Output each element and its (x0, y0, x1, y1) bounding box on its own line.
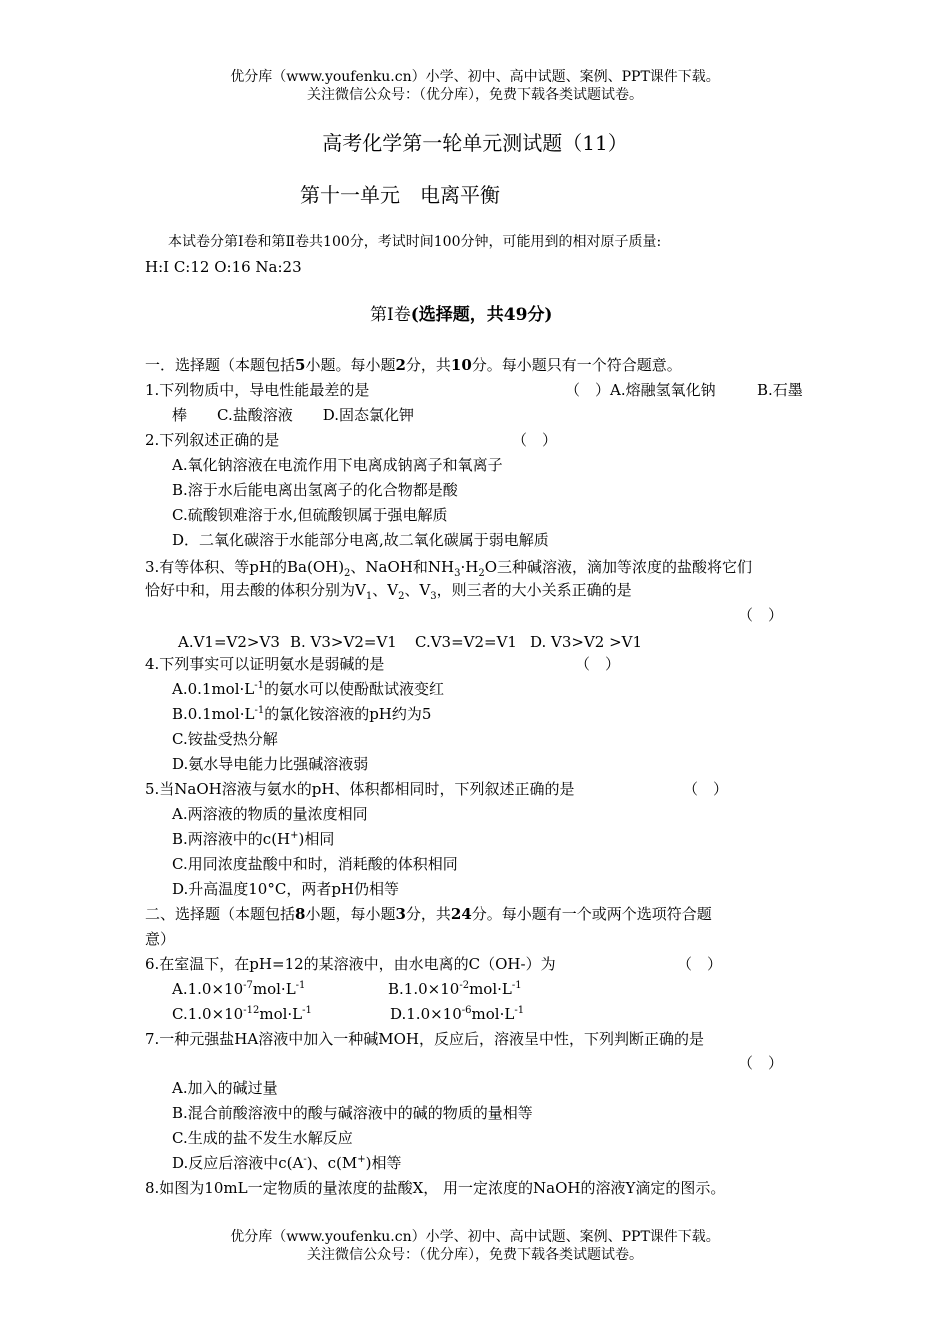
volume-1-heading (370, 305, 552, 325)
intro-line-1: 本试卷分第Ⅰ卷和第Ⅱ卷共100分，考试时间100分钟，可能用到的相对原子质量: (168, 234, 662, 250)
q2-option-b: B.溶于水后能电离出氢离子的化合物都是酸 (172, 481, 458, 499)
section-1-instructions (145, 355, 682, 375)
q6-c-exp: -12 (243, 1005, 260, 1016)
q3-t-d: O三种碱溶液，滴加等浓度的盐酸将它们 (484, 558, 752, 576)
q7-d-sup-2: + (357, 1154, 366, 1165)
q3-l2-sub-1: 1 (365, 591, 373, 602)
q6-answer-paren: （ ） (677, 955, 723, 973)
q5-b-t2: )相同 (298, 830, 335, 848)
q2-option-d: D．二氧化碳溶于水能部分电离,故二氧化碳属于弱电解质 (172, 531, 549, 549)
volume-unit: 分) (527, 305, 553, 325)
q3-l2-d: ，则三者的大小关系正确的是 (436, 581, 632, 599)
q6-a-unit-sup: -1 (295, 980, 306, 991)
unit-title: 第十一单元 电离平衡 (300, 183, 500, 207)
section-2-instructions-cont: 意） (145, 930, 176, 948)
q3-stem-line-1 (145, 557, 752, 577)
q7-d-t2: )、c(M (306, 1154, 358, 1172)
q3-sub-2: 3 (454, 568, 461, 579)
q7-option-c: C.生成的盐不发生水解反应 (172, 1129, 353, 1147)
q6-d-base: D.1.0×10 (390, 1005, 462, 1023)
page-footer (0, 1228, 950, 1264)
q1-options-cont: 棒 C.盐酸溶液 D.固态氯化钾 (172, 406, 414, 424)
sec1-count: 5 (295, 356, 306, 374)
page-header (0, 68, 950, 104)
q6-d-unit: mol·L (471, 1005, 515, 1023)
q3-l2-a: 恰好中和，用去酸的体积分别为V (145, 581, 366, 599)
q3-l2-sub-3: 3 (430, 591, 437, 602)
q6-b-unit-sup: -1 (511, 980, 522, 991)
q6-b-base: B.1.0×10 (388, 980, 460, 998)
header-line-1: 优分库（www.youfenku.cn）小学、初中、高中试题、案例、PPT课件下载。 (230, 69, 720, 85)
q5-option-c: C.用同浓度盐酸中和时，消耗酸的体积相同 (172, 855, 458, 873)
sec1-points: 2 (395, 356, 406, 374)
q4-a-t1: A.0.1mol·L (172, 680, 255, 698)
q2-option-c: C.硫酸钡难溶于水,但硫酸钡属于强电解质 (172, 506, 448, 524)
q7-answer-paren: （ ） (738, 1054, 784, 1072)
sec2-total: 24 (450, 905, 472, 923)
page-title: 高考化学第一轮单元测试题（11） (322, 131, 628, 155)
volume-prefix: 第Ⅰ卷 (370, 305, 411, 325)
intro-line-2: H:I C:12 O:16 Na:23 (145, 258, 302, 276)
q3-t-a: 3.有等体积、等pH的Ba(OH) (145, 558, 345, 576)
q7-d-t1: D.反应后溶液中c(A (172, 1154, 304, 1172)
q4-option-d: D.氨水导电能力比强碱溶液弱 (172, 755, 369, 773)
q1-answer-paren: （ ） (565, 381, 611, 399)
sec1-total: 10 (450, 356, 472, 374)
sec1-text-b: 小题。每小题 (305, 356, 396, 374)
section-2-instructions (145, 904, 712, 924)
q3-l2-c: 、V (404, 581, 431, 599)
q6-a-exp: -7 (243, 980, 253, 991)
q7-stem: 7.一种元强盐HA溶液中加入一种碱MOH，反应后，溶液呈中性，下列判断正确的是 (145, 1030, 704, 1048)
q7-option-a: A.加入的碱过量 (172, 1079, 278, 1097)
footer-line-2: 关注微信公众号：（优分库），免费下载各类试题试卷。 (307, 1247, 643, 1263)
q4-option-a (172, 679, 444, 699)
sec1-text-d: 分。每小题只有一个符合题意。 (471, 356, 682, 374)
q2-stem: 2.下列叙述正确的是 (145, 431, 280, 449)
q3-answer-paren: （ ） (738, 606, 784, 624)
q5-b-t1: B.两溶液中的c(H (172, 830, 291, 848)
sec2-text-b: 小题，每小题 (305, 905, 396, 923)
q6-d-exp: -6 (461, 1005, 472, 1016)
q5-stem: 5.当NaOH溶液与氨水的pH、体积都相同时，下列叙述正确的是 (145, 780, 575, 798)
sec2-text-d: 分。每小题有一个或两个选项符合题 (471, 905, 712, 923)
q6-option-c (172, 1004, 312, 1024)
q6-a-unit: mol·L (252, 980, 296, 998)
q3-option-a: A.V1=V2>V3 (178, 633, 280, 651)
q3-l2-b: 、V (372, 581, 399, 599)
q5-option-d: D.升高温度10°C，两者pH仍相等 (172, 880, 400, 898)
q5-option-b (172, 829, 334, 849)
sec2-points: 3 (395, 905, 406, 923)
q3-l2-sub-2: 2 (398, 591, 405, 602)
q6-option-a (172, 979, 305, 999)
q4-a-sup: -1 (254, 680, 264, 691)
q6-b-exp: -2 (459, 980, 470, 991)
q3-stem-line-2 (145, 580, 632, 600)
header-line-2: 关注微信公众号：（优分库），免费下载各类试题试卷。 (307, 87, 643, 103)
volume-score: 49 (503, 305, 528, 325)
q7-option-d (172, 1153, 401, 1173)
q5-answer-paren: （ ） (683, 780, 729, 798)
q6-option-b (388, 979, 522, 999)
q6-c-unit: mol·L (259, 1005, 303, 1023)
q1-stem: 1.下列物质中，导电性能最差的是 (145, 381, 370, 399)
q3-option-c: C.V3=V2=V1 (415, 633, 517, 651)
q5-b-sup: + (290, 830, 299, 841)
q4-b-t2: 的氯化铵溶液的pH约为5 (264, 705, 432, 723)
q4-option-c: C.铵盐受热分解 (172, 730, 278, 748)
q2-answer-paren: （ ） (512, 431, 558, 449)
q1-option-b: B.石墨 (757, 381, 803, 399)
q4-stem: 4.下列事实可以证明氨水是弱碱的是 (145, 655, 385, 673)
q3-t-c: ·H (460, 558, 479, 576)
q6-b-unit: mol·L (469, 980, 512, 998)
q3-option-d: D. V3>V2 >V1 (530, 633, 643, 651)
q2-option-a: A.氧化钠溶液在电流作用下电离成钠离子和氧离子 (172, 456, 503, 474)
sec1-text-c: 分，共 (405, 356, 451, 374)
q6-a-base: A.1.0×10 (172, 980, 244, 998)
footer-line-1: 优分库（www.youfenku.cn）小学、初中、高中试题、案例、PPT课件下载。 (230, 1229, 720, 1245)
q3-sub-1: 2 (344, 568, 351, 579)
q4-answer-paren: （ ） (575, 655, 621, 673)
q6-c-unit-sup: -1 (302, 1005, 312, 1016)
sec2-text-c: 分，共 (405, 905, 451, 923)
q4-b-t1: B.0.1mol·L (172, 705, 255, 723)
q4-a-t2: 的氨水可以使酚酞试液变红 (264, 680, 445, 698)
q6-option-d (390, 1004, 524, 1024)
sec2-count: 8 (295, 905, 306, 923)
q3-t-b: 、NaOH和NH (350, 558, 455, 576)
sec2-text-a: 二、选择题（本题包括 (145, 905, 296, 923)
q8-stem: 8.如图为10mL一定物质的量浓度的盐酸X， 用一定浓度的NaOH的溶液Y滴定的图示。 (145, 1179, 726, 1197)
q4-b-sup: -1 (254, 705, 265, 716)
q7-d-sup-1: - (303, 1154, 307, 1165)
q6-c-base: C.1.0×10 (172, 1005, 244, 1023)
volume-title: (选择题，共 (410, 305, 504, 325)
q5-option-a: A.两溶液的物质的量浓度相同 (172, 805, 368, 823)
q3-option-b: B. V3>V2=V1 (290, 633, 397, 651)
sec1-text-a: 一．选择题（本题包括 (145, 356, 296, 374)
q7-d-t3: )相等 (365, 1154, 402, 1172)
q7-option-b: B.混合前酸溶液中的酸与碱溶液中的碱的物质的量相等 (172, 1104, 533, 1122)
q1-option-a: A.熔融氢氧化钠 (610, 381, 716, 399)
q4-option-b (172, 704, 431, 724)
q6-stem: 6.在室温下，在pH=12的某溶液中，由水电离的C（OH-）为 (145, 955, 556, 973)
q3-sub-3: 2 (478, 568, 485, 579)
q6-d-unit-sup: -1 (514, 1005, 525, 1016)
